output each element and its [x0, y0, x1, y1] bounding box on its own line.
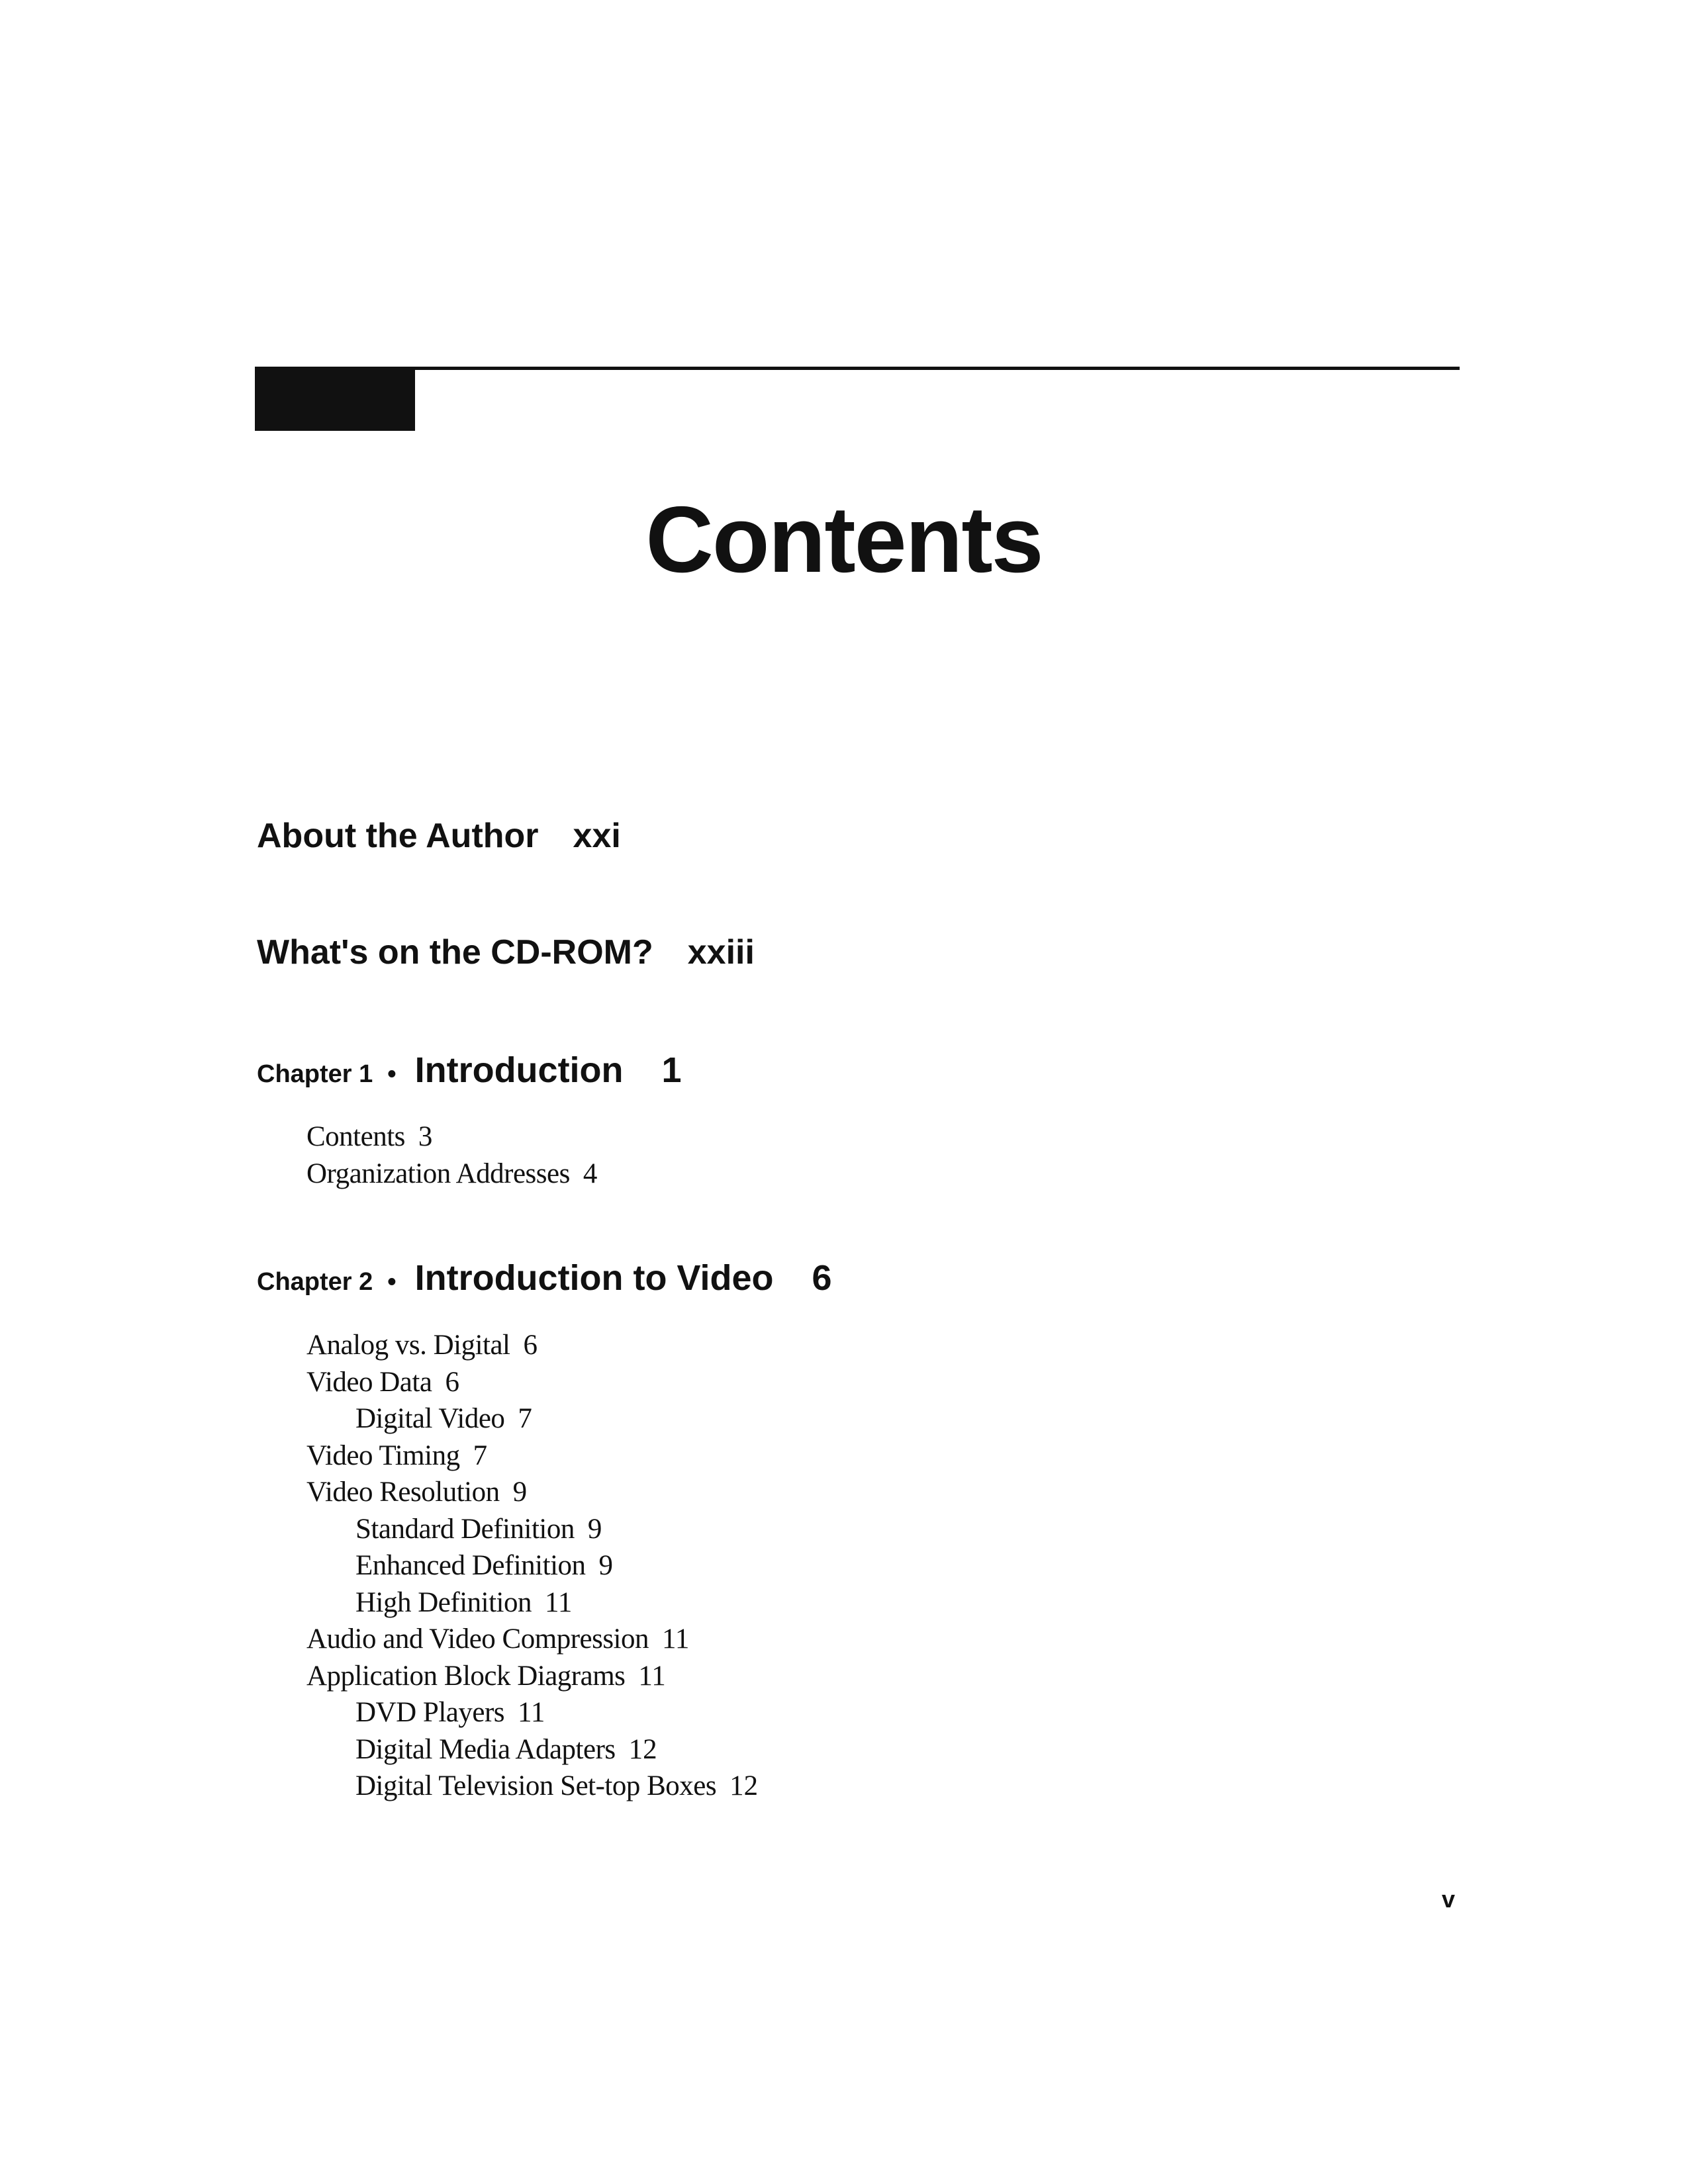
bullet-separator: •: [387, 1268, 397, 1296]
toc-entry-page: 9: [512, 1477, 528, 1508]
page-title: Contents: [645, 487, 1043, 592]
toc-entry-title: Standard Definition: [355, 1513, 575, 1545]
front-matter-cd-rom[interactable]: [257, 935, 755, 970]
toc-entry-title: Audio and Video Compression: [306, 1623, 649, 1655]
toc-entry-title: DVD Players: [355, 1697, 504, 1728]
toc-entry-title: Video Timing: [306, 1439, 460, 1471]
toc-entry-page: 11: [518, 1697, 545, 1728]
toc-entry-page: 4: [583, 1158, 598, 1189]
toc-entry-title: Digital Media Adapters: [355, 1733, 616, 1765]
front-matter-title: About the Author: [257, 817, 539, 855]
front-matter-title: What's on the CD-ROM?: [257, 933, 653, 972]
toc-entry-page: 11: [638, 1660, 666, 1692]
toc-entry-page: 6: [445, 1366, 459, 1398]
front-matter-about-author[interactable]: [257, 819, 621, 853]
toc-entry-page: 6: [523, 1330, 538, 1361]
toc-entry-page: 12: [729, 1770, 759, 1801]
toc-entry-page: 7: [518, 1403, 532, 1434]
toc-entry-title: Organization Addresses: [306, 1158, 570, 1189]
toc-entry-title: Digital Television Set-top Boxes: [355, 1770, 717, 1801]
toc-entry-title: Analog vs. Digital: [306, 1330, 510, 1361]
toc-entry-title: High Definition: [355, 1586, 532, 1618]
toc-entry-title: Application Block Diagrams: [306, 1660, 626, 1692]
chapter-title: Introduction to Video: [414, 1258, 774, 1298]
bullet-separator: •: [387, 1060, 397, 1088]
toc-entry-page: 9: [587, 1513, 602, 1545]
chapter-label: Chapter 2: [257, 1268, 373, 1296]
toc-entry-title: Video Data: [306, 1366, 432, 1398]
top-rule: [255, 367, 1460, 370]
toc-entry-title: Digital Video: [355, 1403, 505, 1434]
page-number: v: [1442, 1886, 1456, 1913]
front-matter-page: xxi: [573, 817, 621, 855]
toc-entry-page: 11: [545, 1586, 573, 1618]
toc-entry-title: Video Resolution: [306, 1477, 500, 1508]
toc-entry-page: 9: [598, 1550, 614, 1581]
front-matter-page: xxiii: [687, 933, 755, 972]
toc-entry-page: 3: [418, 1121, 433, 1152]
chapter-2-heading[interactable]: [257, 1260, 832, 1296]
chapter-1-heading[interactable]: [257, 1052, 682, 1088]
toc-entry-page: 12: [628, 1733, 657, 1765]
chapter-label: Chapter 1: [257, 1060, 373, 1088]
toc-entry-title: Contents: [306, 1121, 405, 1152]
header-block: [255, 369, 415, 431]
toc-entry-page: 11: [662, 1623, 690, 1655]
toc-entry-page: 7: [473, 1439, 488, 1471]
chapter-page: 1: [661, 1050, 682, 1090]
chapter-page: 6: [812, 1258, 832, 1298]
toc-entry-title: Enhanced Definition: [355, 1550, 586, 1581]
chapter-title: Introduction: [414, 1050, 624, 1090]
